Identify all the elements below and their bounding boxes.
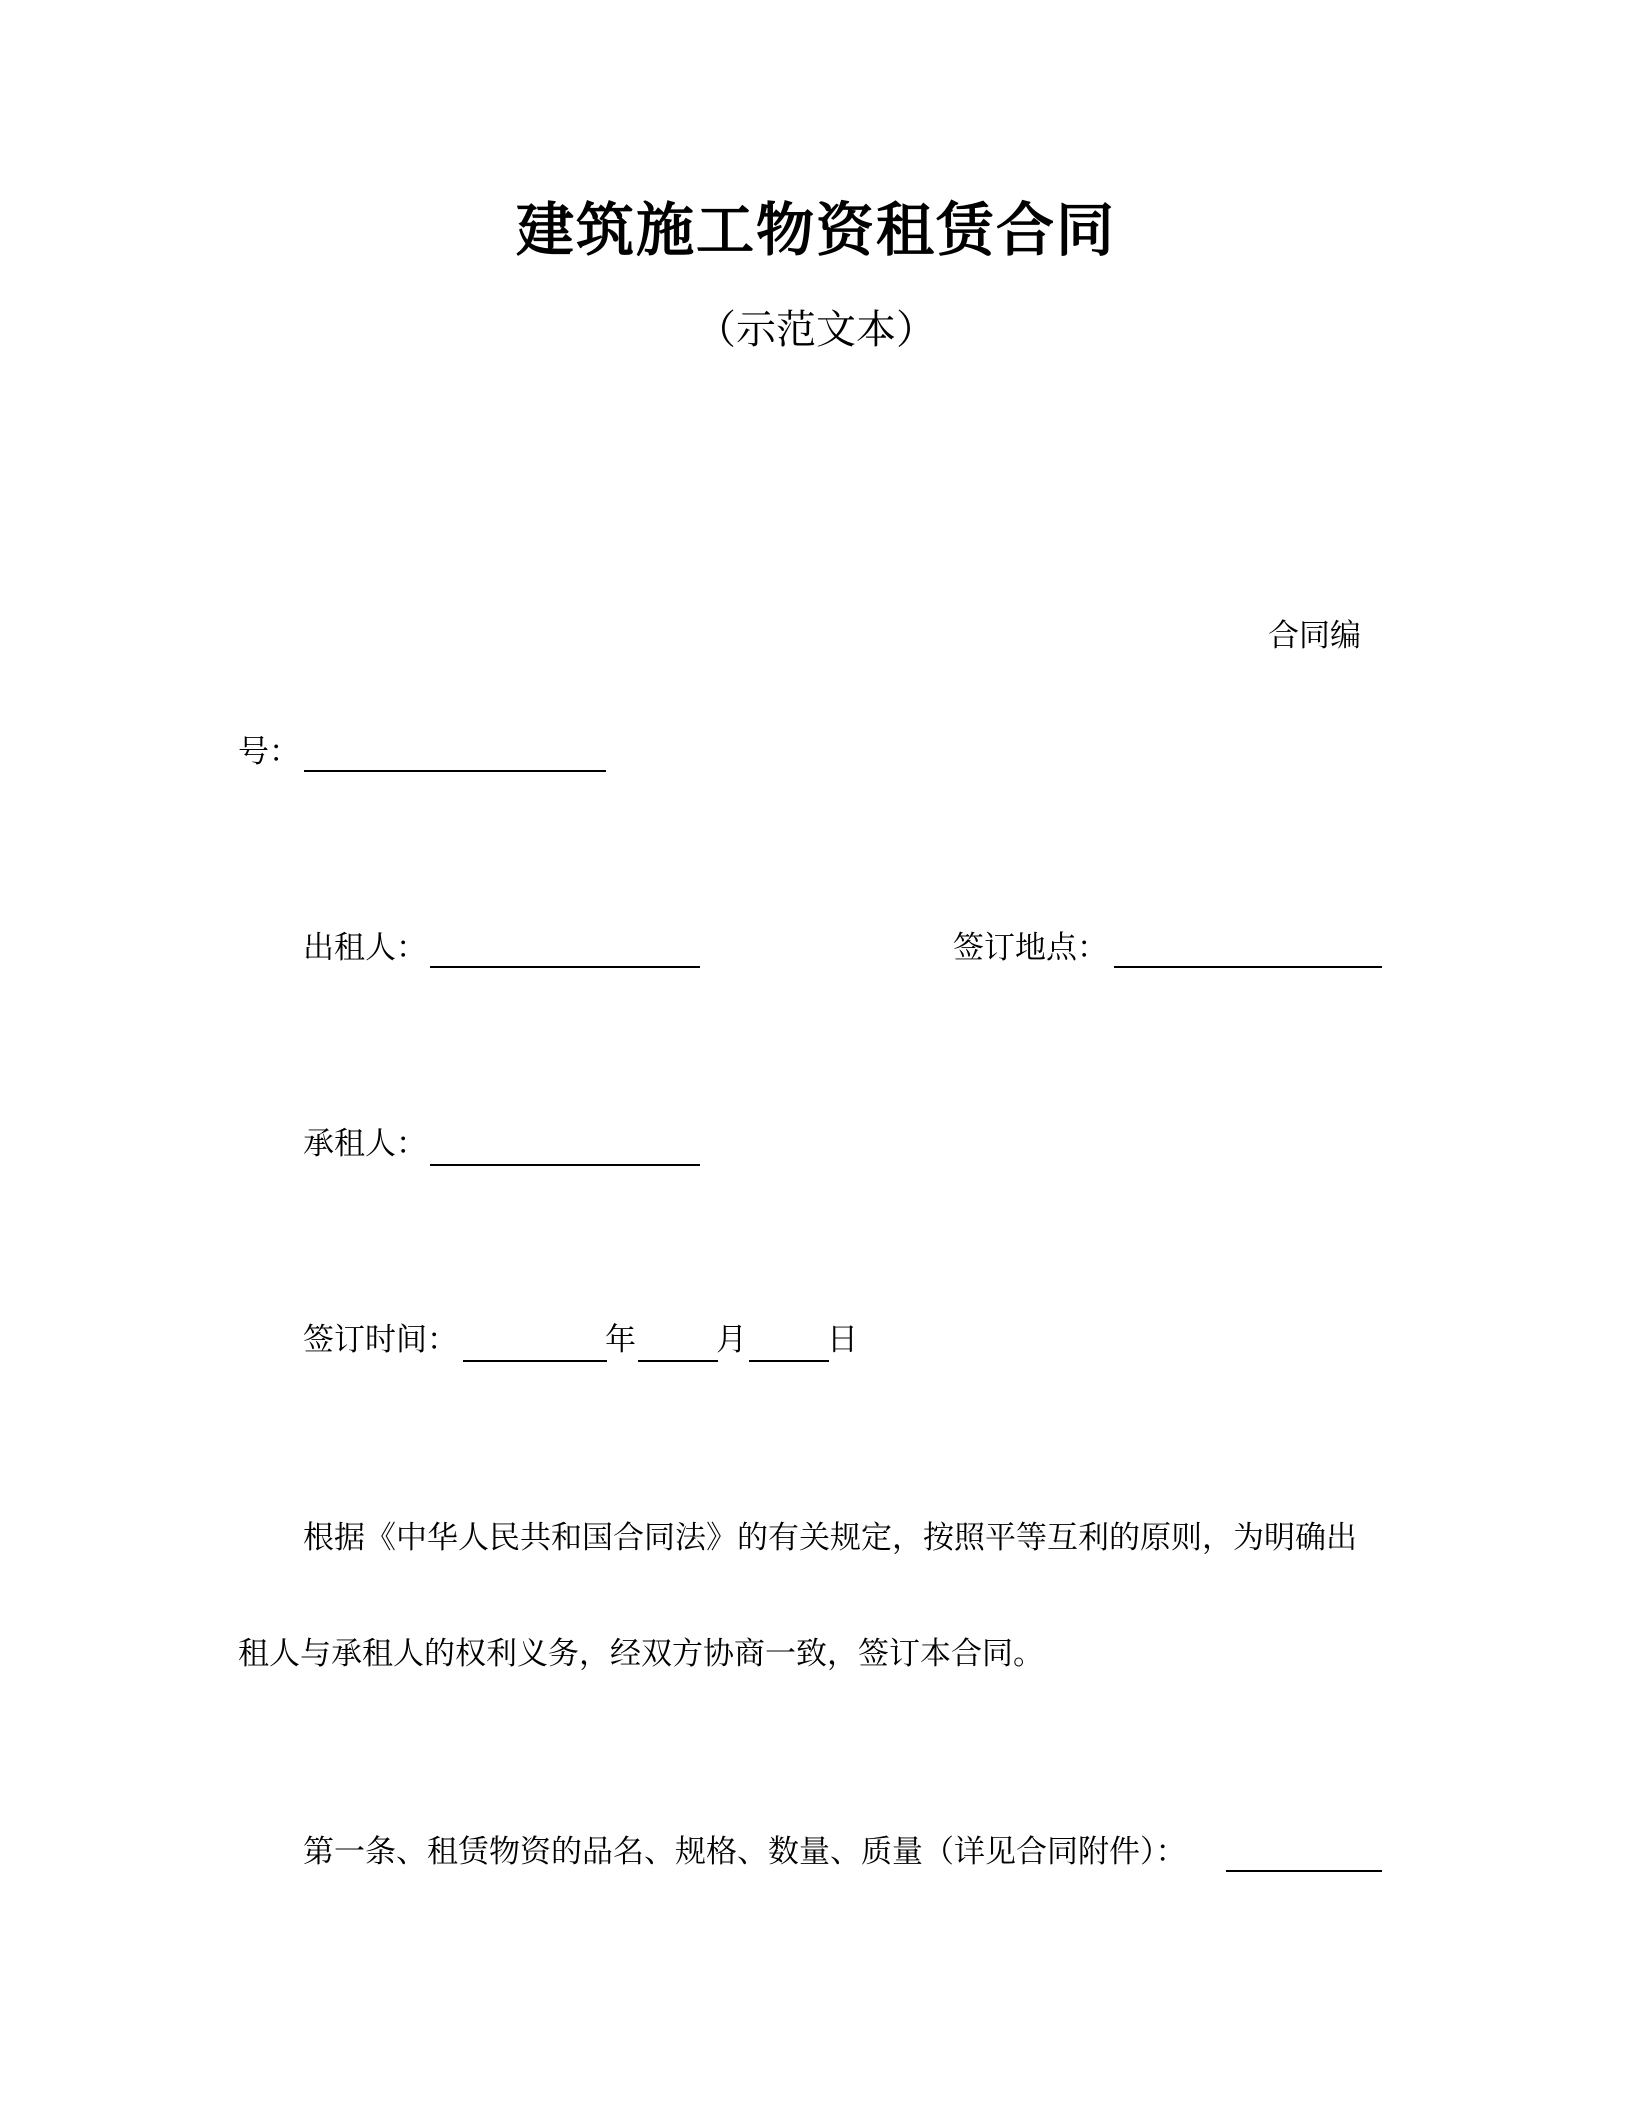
signing-time-label: 签订时间： xyxy=(303,1322,458,1358)
contract-number-blank xyxy=(304,770,606,772)
lessee-blank xyxy=(430,1164,700,1166)
lessee-label: 承租人： xyxy=(303,1126,427,1162)
lessor-label: 出租人： xyxy=(303,930,427,966)
contract-number-label-cont: 号： xyxy=(238,734,300,770)
lessor-blank xyxy=(430,966,700,968)
document-subtitle: （示范文本） xyxy=(696,307,936,353)
preamble-line-2: 租人与承租人的权利义务，经双方协商一致，签订本合同。 xyxy=(238,1636,1044,1672)
month-label: 月 xyxy=(716,1322,747,1358)
signing-place-blank xyxy=(1114,966,1382,968)
day-blank xyxy=(749,1360,829,1362)
preamble-line-1: 根据《中华人民共和国合同法》的有关规定，按照平等互利的原则，为明确出 xyxy=(303,1520,1357,1556)
document-title: 建筑施工物资租赁合同 xyxy=(515,196,1116,264)
article-1-blank xyxy=(1226,1870,1382,1872)
signing-place-label: 签订地点： xyxy=(953,930,1108,966)
year-label: 年 xyxy=(605,1322,636,1358)
year-blank xyxy=(463,1360,607,1362)
article-1: 第一条、租赁物资的品名、规格、数量、质量（详见合同附件）： xyxy=(303,1834,1187,1870)
month-blank xyxy=(638,1360,718,1362)
day-label: 日 xyxy=(827,1322,858,1358)
contract-number-label: 合同编 xyxy=(1268,618,1361,654)
